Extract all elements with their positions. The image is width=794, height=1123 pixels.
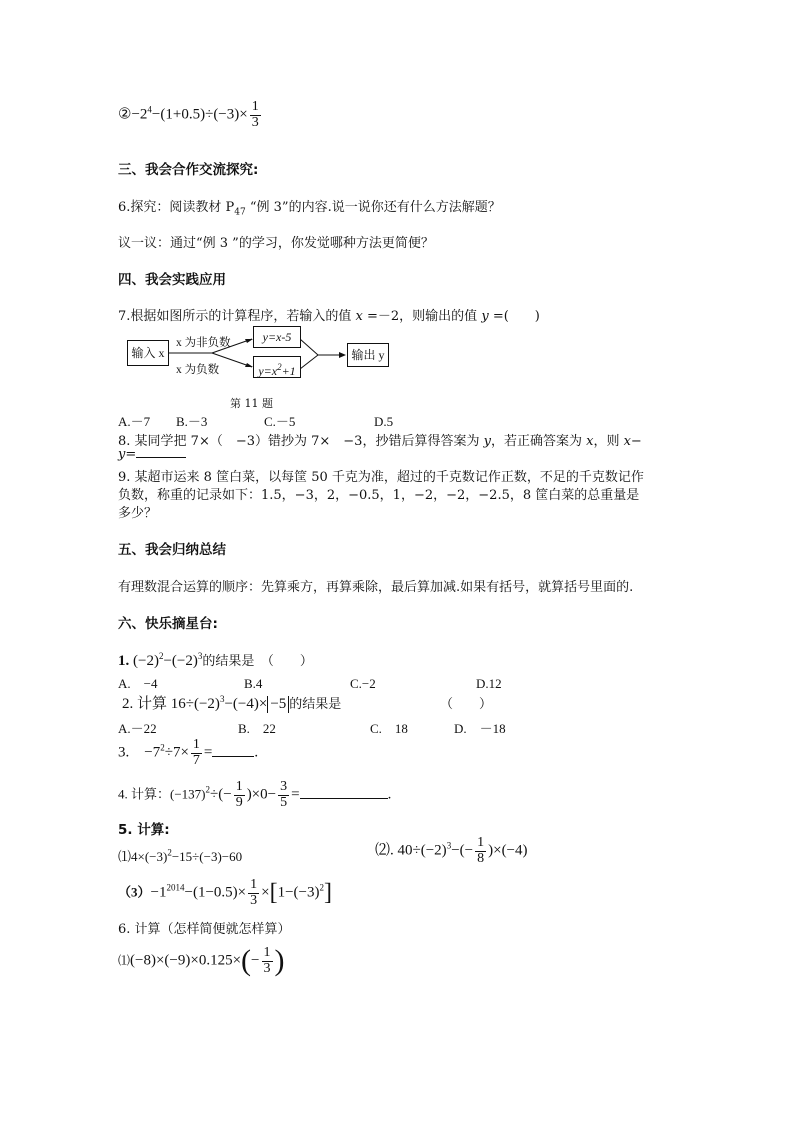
- expr-part: −(−: [451, 842, 474, 859]
- option-b: B.－3: [176, 414, 208, 429]
- denominator: 3: [250, 892, 258, 908]
- q8-text: 8. 某同学把 7×（ −3）错抄为 7× −3，抄错后算得答案为: [118, 434, 484, 449]
- expr-tail: 的结果是 （ ）: [202, 653, 313, 668]
- exponent: 2: [167, 847, 172, 858]
- problem-1: [118, 650, 313, 670]
- expr-part: 4. 计算：(−137): [118, 786, 206, 802]
- numerator: 1: [263, 944, 271, 960]
- numerator: 1: [250, 877, 258, 892]
- problem-5-title: 5. 计算:: [118, 822, 170, 838]
- denominator: 9: [235, 794, 243, 810]
- fraction: [262, 946, 273, 976]
- exponent: 3: [197, 651, 203, 661]
- page-subscript: 47: [234, 207, 246, 218]
- option-a: A.－22: [118, 721, 157, 736]
- var-x: x: [586, 434, 594, 449]
- fraction: [475, 836, 486, 866]
- problem-2-paren: （ ）: [440, 697, 493, 712]
- expr-part: ⑴4×(−3): [118, 849, 168, 864]
- exponent: 2: [160, 742, 165, 753]
- formula-box-2: [253, 356, 301, 378]
- problem-1-options: [118, 673, 502, 692]
- problem-6-title: 6. 计算（怎样简便就怎样算）: [118, 922, 291, 937]
- exponent: 2: [277, 362, 282, 372]
- problem-4: [118, 780, 391, 810]
- expr-part: )×(−4): [488, 842, 528, 859]
- problem-2: [122, 692, 341, 713]
- left-paren: (: [241, 944, 252, 977]
- numerator: 3: [280, 779, 288, 794]
- denominator: 3: [251, 114, 259, 130]
- equals: =: [203, 744, 213, 761]
- exponent: 3: [219, 694, 225, 704]
- question-6: [118, 196, 501, 218]
- q7-text: =( ): [488, 309, 540, 324]
- answer-blank[interactable]: [136, 457, 186, 458]
- discuss-text: 议一议：通过“例 3 ”的学习，你发觉哪种方法更简便？: [118, 236, 434, 251]
- minus-sign: −: [251, 952, 260, 969]
- expr-part: −(−2): [163, 653, 198, 669]
- left-bracket: [: [269, 879, 278, 906]
- arrow-head: [339, 352, 346, 358]
- expr-tail: 的结果是: [289, 696, 342, 711]
- numerator: 1: [251, 99, 259, 114]
- right-paren: ): [274, 944, 285, 977]
- numerator: 1: [192, 737, 200, 752]
- option-b: B. 22: [238, 721, 276, 736]
- expr-part: ÷(−: [210, 786, 232, 803]
- arrow-line: [300, 355, 318, 369]
- option-d: D.5: [374, 414, 394, 429]
- section-5-title: 五、我会归纳总结: [118, 542, 226, 558]
- input-box: 输入 x: [127, 340, 169, 366]
- option-d: D. －18: [454, 721, 506, 736]
- fraction: [248, 878, 259, 908]
- absolute-value: −5: [267, 696, 289, 713]
- question-8: [118, 430, 642, 449]
- expr-part: −(1+0.5)÷(−3)×: [151, 106, 248, 123]
- problem-2-options: [118, 718, 506, 737]
- fraction: [250, 100, 261, 130]
- expr-part: −(−4)×: [224, 696, 268, 712]
- question-8-line2: [118, 447, 186, 462]
- right-bracket: ]: [324, 879, 332, 906]
- problem-number: 1.: [118, 653, 130, 669]
- exponent: 2014: [166, 882, 185, 893]
- formula-part: +1: [281, 364, 296, 378]
- expr-part: −(1−0.5)×: [184, 884, 247, 901]
- question-9-line1: 9. 某超市运来 8 筐白菜，以每筐 50 千克为准，超过的千克数记作正数，不足的千克数记作: [118, 470, 644, 485]
- branch-neg-label: x 为负数: [176, 364, 220, 376]
- expr-part: ⑵. 40÷(−2): [375, 842, 447, 859]
- answer-blank[interactable]: [300, 798, 388, 799]
- question-9-line3: 多少？: [118, 506, 158, 521]
- option-b: B.4: [244, 676, 263, 691]
- problem-5-2: [375, 836, 528, 866]
- exponent: 2: [158, 651, 164, 661]
- q7-text: 7.根据如图所示的计算程序，若输入的值: [118, 309, 356, 324]
- figure-caption: 第 11 题: [230, 397, 273, 410]
- fraction: [278, 780, 289, 810]
- problem-5-1: [118, 846, 242, 865]
- expr-part: (−2): [133, 653, 159, 669]
- q7-text: =－2，则输出的值: [362, 309, 482, 324]
- question-9-line2: 负数，称重的记录如下：1.5，−3，2，−0.5，1，−2，−2，−2.5，8 筐白菜的总重量是: [118, 488, 640, 503]
- exponent: 2: [205, 784, 210, 795]
- option-c: C. 18: [370, 721, 408, 736]
- option-c: C.−2: [350, 676, 376, 691]
- problem-5-3: [118, 878, 332, 908]
- expr-part: −15÷(−3)−60: [171, 849, 243, 864]
- expr-part: ×: [261, 884, 270, 901]
- q6-text-2: “例 3”的内容.说一说你还有什么方法解题？: [245, 200, 501, 215]
- option-a: A. −4: [118, 676, 158, 691]
- q8-answer-label: y=: [118, 447, 137, 462]
- expr-part: (−8)×(−9)×0.125×: [130, 952, 242, 969]
- problem-label: ⑴: [118, 953, 131, 968]
- expr-part: 3. −7: [118, 744, 161, 761]
- var-y: y: [481, 309, 489, 324]
- q7-options: [118, 411, 393, 430]
- exponent: 2: [319, 882, 324, 893]
- fraction: [234, 780, 245, 810]
- expr-part: ÷7×: [164, 744, 189, 761]
- var-y: y: [483, 434, 491, 449]
- arrow-head: [245, 363, 253, 367]
- option-a: A.－7: [118, 414, 151, 429]
- option-d: D.12: [476, 676, 502, 691]
- section-4-title: 四、我会实践应用: [118, 272, 226, 288]
- branch-nonneg-label: x 为非负数: [176, 337, 231, 349]
- problem-3: 3. $-7^2\div 7\times$ $\frac{1}{7}$ = .: [118, 737, 259, 768]
- formula-part: y=x: [258, 364, 278, 378]
- expr-part: 1−(−3): [277, 884, 320, 901]
- option-c: C.－5: [264, 414, 296, 429]
- equals: =: [291, 786, 300, 803]
- expr-part: −1: [150, 884, 167, 901]
- section-3-title: 三、我会合作交流探究:: [118, 162, 259, 178]
- answer-blank[interactable]: [212, 756, 254, 757]
- expr-part: )×0−: [246, 786, 277, 803]
- fraction: [191, 738, 202, 768]
- exponent: 3: [446, 840, 452, 851]
- output-box: 输出 y: [347, 343, 389, 367]
- denominator: 7: [192, 752, 200, 768]
- q8-text: ，则: [593, 434, 624, 449]
- numerator: 1: [235, 779, 243, 794]
- var-x: x: [355, 309, 363, 324]
- top-expression: [118, 100, 263, 130]
- circle-number: ②: [118, 106, 132, 123]
- problem-label: （3）: [118, 884, 151, 900]
- summary-text: 有理数混合运算的顺序：先算乘方，再算乘除，最后算加减.如果有括号，就算括号里面的.: [118, 580, 634, 595]
- section-6-title: 六、快乐摘星台:: [118, 616, 218, 632]
- q8-text: −: [630, 434, 642, 449]
- denominator: 3: [263, 960, 271, 976]
- q6-text: 6.探究：阅读教材 P: [118, 200, 235, 215]
- denominator: 5: [280, 794, 288, 810]
- q8-text: ，若正确答案为: [490, 434, 587, 449]
- period: .: [387, 786, 392, 803]
- exponent: 4: [147, 104, 152, 115]
- expr-part: −2: [131, 106, 148, 123]
- arrow-line: [300, 339, 318, 355]
- arrow-head: [245, 339, 253, 343]
- problem-6-1: [118, 944, 285, 978]
- denominator: 8: [477, 850, 485, 866]
- var-x: x: [623, 434, 631, 449]
- formula-box-1: y=x-5: [253, 326, 301, 348]
- numerator: 1: [477, 835, 485, 850]
- expr-part: 2. 计算 16÷(−2): [122, 696, 220, 712]
